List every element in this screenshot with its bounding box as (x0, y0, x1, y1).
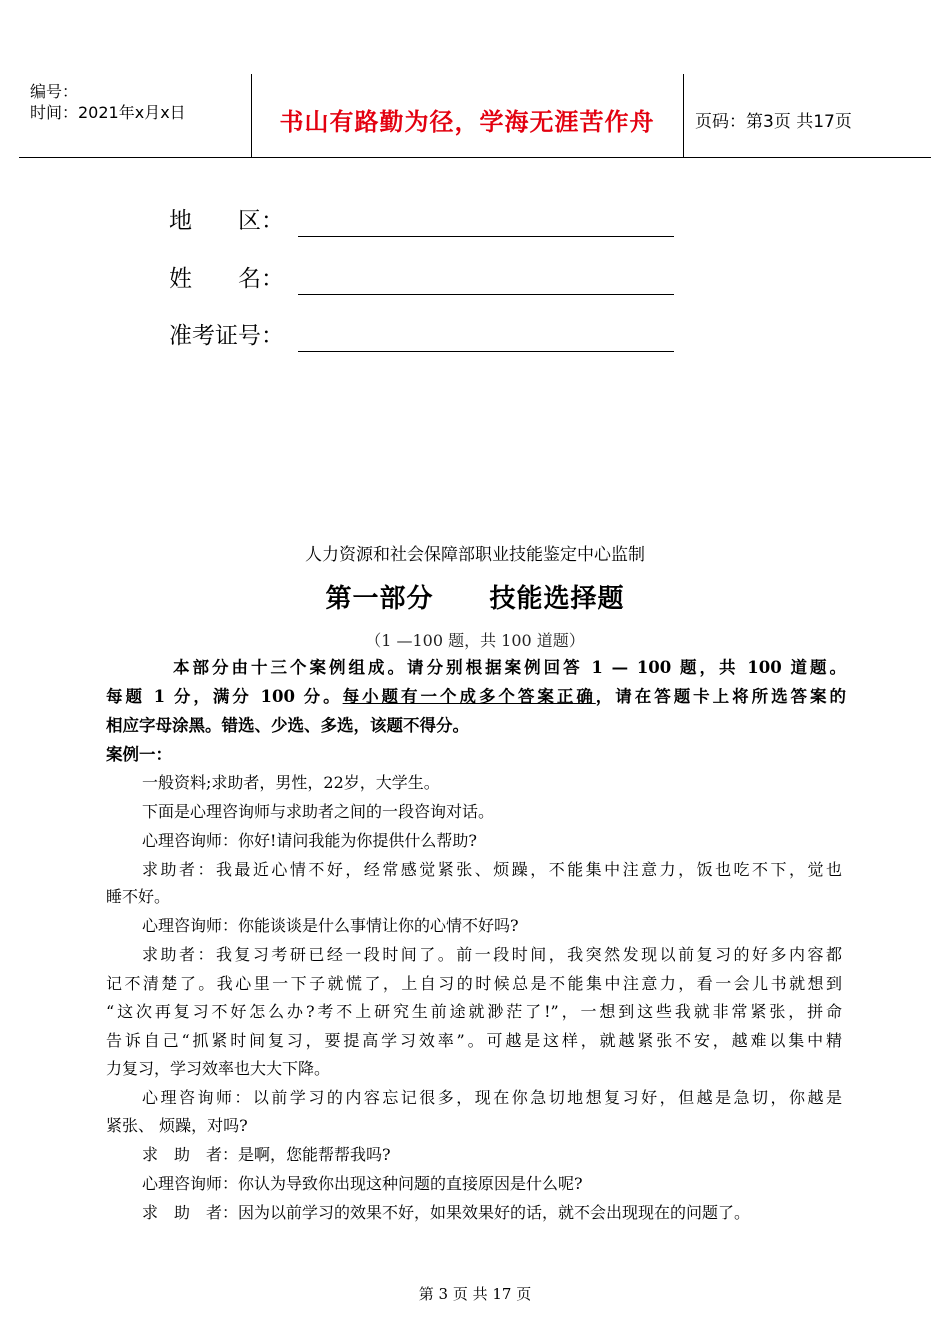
instructions-line-1: 本部分由十三个案例组成。请分别根据案例回答 1 — 100 题，共 100 道题。 (173, 658, 846, 677)
case-line: 力复习，学习效率也大大下降。 (106, 1059, 331, 1078)
case-line: 告诉自己“抓紧时间复习，要提高学习效率”。可越是这样，就越紧张不安，越难以集中精 (106, 1031, 842, 1050)
case-line: 求助者：我最近心情不好，经常感觉紧张、烦躁，不能集中注意力，饭也吃不下，觉也 (142, 860, 842, 879)
case-line: 一般资料;求助者，男性，22岁，大学生。 (142, 773, 440, 792)
case-line: 下面是心理咨询师与求助者之间的一段咨询对话。 (142, 802, 495, 821)
motto-text: 书山有路勤为径，学海无涯苦作舟 (279, 108, 655, 136)
case-line: 求 助 者：是啊，您能帮帮我吗? (142, 1145, 391, 1164)
question-range: （1 —100 题，共 100 道题） (365, 631, 585, 650)
instructions-line-3: 相应字母涂黑。错选、少选、多选，该题不得分。 (106, 716, 469, 735)
case-line: 睡不好。 (106, 887, 171, 906)
region-label: 地 区： (169, 208, 284, 234)
section-label: 技能选择题 (489, 584, 625, 614)
case-line: 心理咨询师：以前学习的内容忘记很多，现在你急切地想复习好，但越是急切，你越是 (142, 1088, 842, 1107)
organizer-line: 人力资源和社会保障部职业技能鉴定中心监制 (305, 545, 645, 565)
case-line: 记不清楚了。我心里一下子就慌了，上自习的时候总是不能集中注意力，看一会儿书就想到 (106, 974, 842, 993)
header-page-number: 页码：第3页 共17页 (695, 112, 852, 132)
section-title (0, 578, 950, 615)
header-info-cell (19, 74, 252, 157)
case-line: 心理咨询师：你认为导致你出现这种问题的直接原因是什么呢? (142, 1174, 583, 1193)
header-motto-cell (251, 74, 684, 157)
part-label: 第一部分 (325, 584, 434, 614)
case-line: 心理咨询师：你能谈谈是什么事情让你的心情不好吗? (142, 916, 519, 935)
case-line: 求助者：我复习考研已经一段时间了。前一段时间，我突然发现以前复习的好多内容都 (142, 945, 842, 964)
instructions-line-2: 每题 1 分，满分 100 分。每小题有一个成多个答案正确，请在答题卡上将所选答案的 (106, 687, 847, 706)
name-blank-line[interactable] (298, 294, 674, 295)
ticket-number-label: 准考证号： (169, 323, 284, 349)
header-page-cell (683, 74, 931, 157)
document-header (19, 74, 931, 158)
instructions-underlined: 每小题有一个成多个答案正确 (342, 687, 596, 706)
document-number-label: 编号： (30, 82, 79, 101)
case-line: “这次再复习不好怎么办?考不上研究生前途就渺茫了!”，一想到这些我就非常紧张，拼命 (106, 1002, 842, 1021)
region-blank-line[interactable] (298, 236, 674, 237)
case-line: 心理咨询师：你好!请问我能为你提供什么帮助? (142, 831, 478, 850)
case-line: 紧张、 烦躁，对吗? (106, 1116, 248, 1135)
name-label: 姓 名： (169, 266, 284, 292)
page-footer: 第 3 页 共 17 页 (418, 1285, 532, 1303)
document-time-label: 时间：2021年x月x日 (30, 103, 186, 122)
ticket-blank-line[interactable] (298, 351, 674, 352)
case-heading: 案例一： (106, 745, 172, 764)
case-line: 求 助 者：因为以前学习的效果不好，如果效果好的话，就不会出现现在的问题了。 (142, 1203, 751, 1222)
